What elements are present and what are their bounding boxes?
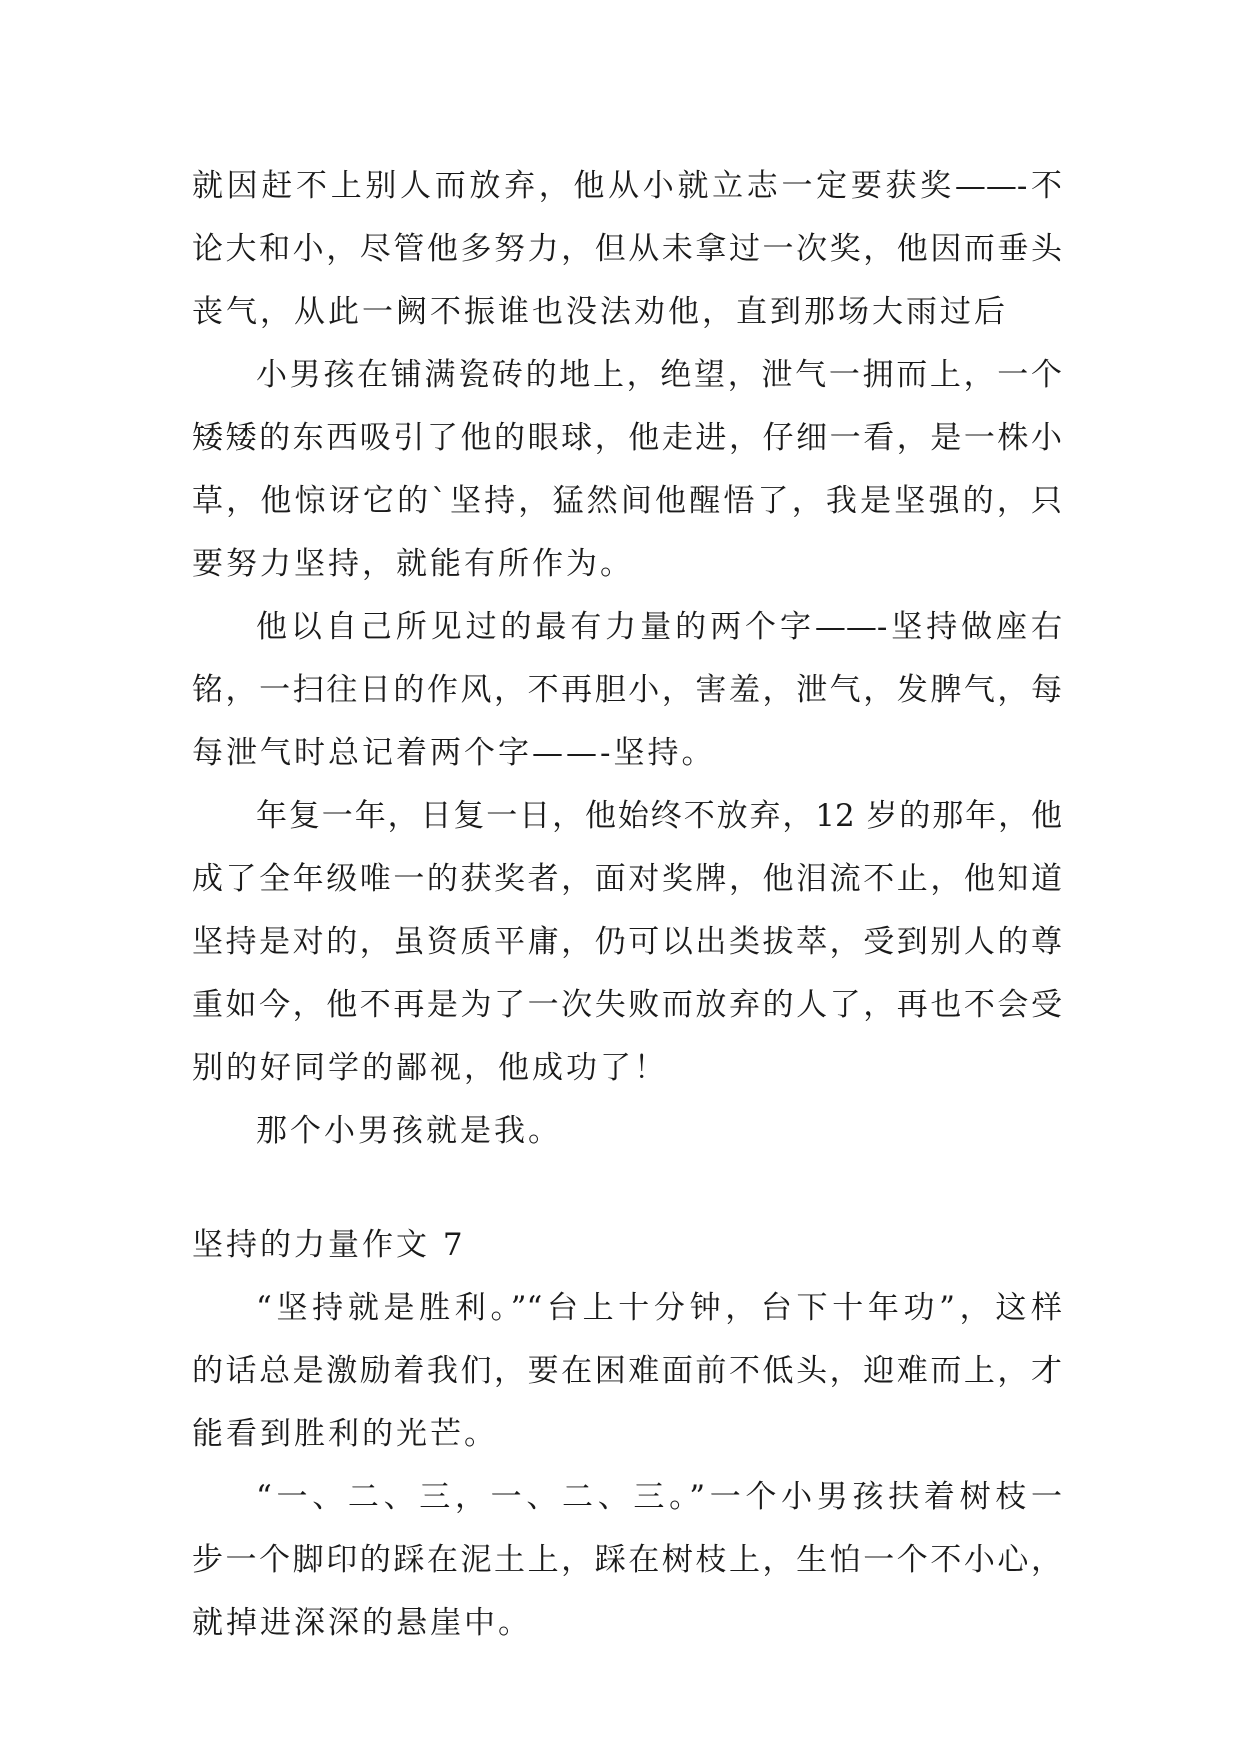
text-line: 论大和小，尽管他多努力，但从未拿过一次奖，他因而垂头 xyxy=(192,231,1062,267)
text-line: 别的好同学的鄙视，他成功了！ xyxy=(192,1050,668,1086)
text-line: 丧气，从此一阙不振谁也没法劝他，直到那场大雨过后 xyxy=(192,294,1008,330)
text-line: 草，他惊讶它的`坚持，猛然间他醒悟了，我是坚强的，只 xyxy=(192,483,1062,519)
text-line: 小男孩在铺满瓷砖的地上，绝望，泄气一拥而上，一个 xyxy=(256,357,1062,393)
text-line: 每泄气时总记着两个字——-坚持。 xyxy=(192,735,716,771)
text-line: 铭，一扫往日的作风，不再胆小，害羞，泄气，发脾气，每 xyxy=(192,672,1062,708)
text-line: 成了全年级唯一的获奖者，面对奖牌，他泪流不止，他知道 xyxy=(192,861,1062,897)
text-line: 矮矮的东西吸引了他的眼球，他走进，仔细一看，是一株小 xyxy=(192,420,1062,456)
text-line: 坚持是对的，虽资质平庸，仍可以出类拔萃，受到别人的尊 xyxy=(192,924,1062,960)
text-line: 他以自己所见过的最有力量的两个字——-坚持做座右 xyxy=(256,609,1062,645)
section-heading: 坚持的力量作文 7 xyxy=(192,1227,466,1263)
text-line: 的话总是激励着我们，要在困难面前不低头，迎难而上，才 xyxy=(192,1353,1062,1389)
text-line: 要努力坚持，就能有所作为。 xyxy=(192,546,634,582)
text-line: 就掉进深深的悬崖中。 xyxy=(192,1605,532,1641)
text-line: “坚持就是胜利。”“台上十分钟，台下十年功”，这样 xyxy=(256,1290,1062,1326)
text-line: 能看到胜利的光芒。 xyxy=(192,1416,498,1452)
text-line: 步一个脚印的踩在泥土上，踩在树枝上，生怕一个不小心， xyxy=(192,1542,1062,1578)
text-line: 就因赶不上别人而放弃，他从小就立志一定要获奖——-不 xyxy=(192,168,1062,204)
text-line: 重如今，他不再是为了一次失败而放弃的人了，再也不会受 xyxy=(192,987,1062,1023)
text-line: 那个小男孩就是我。 xyxy=(256,1113,562,1149)
text-line: 年复一年，日复一日，他始终不放弃，12 岁的那年，他 xyxy=(256,798,1062,834)
text-line: “一、二、三，一、二、三。”一个小男孩扶着树枝一 xyxy=(256,1479,1062,1515)
